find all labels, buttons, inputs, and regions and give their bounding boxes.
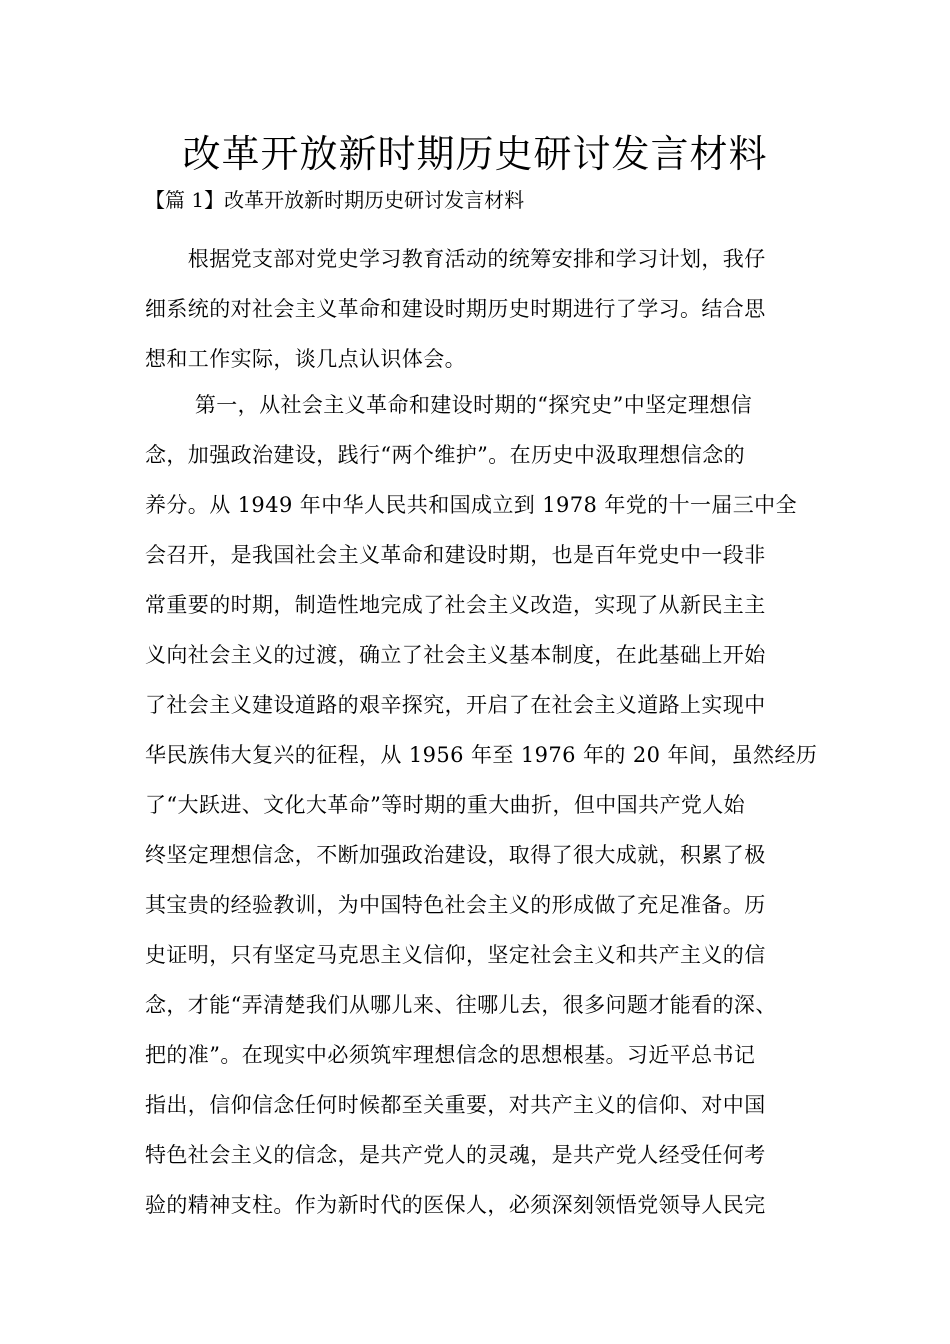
text-line: 根据党支部对党史学习教育活动的统筹安排和学习计划，我仔 <box>145 247 766 271</box>
text-line: 终坚定理想信念，不断加强政治建设，取得了很大成就，积累了极 <box>145 843 766 867</box>
text-line: 特色社会主义的信念，是共产党人的灵魂，是共产党人经受任何考 <box>145 1143 766 1167</box>
text-line: 史证明，只有坚定马克思主义信仰，坚定社会主义和共产主义的信 <box>145 943 766 967</box>
text-line: 验的精神支柱。作为新时代的医保人，必须深刻领悟党领导人民完 <box>145 1193 766 1217</box>
text-line: 把的准”。在现实中必须筑牢理想信念的思想根基。习近平总书记 <box>145 1043 756 1067</box>
text-line: 想和工作实际，谈几点认识体会。 <box>145 347 466 371</box>
text-line: 念，加强政治建设，践行“两个维护”。在历史中汲取理想信念的 <box>145 443 746 467</box>
text-line: 细系统的对社会主义革命和建设时期历史时期进行了学习。结合思 <box>145 297 766 321</box>
text-line: 了社会主义建设道路的艰辛探究，开启了在社会主义道路上实现中 <box>145 693 766 717</box>
text-line: 念，才能“弄清楚我们从哪儿来、往哪儿去，很多问题才能看的深、 <box>145 993 777 1017</box>
text-line: 华民族伟大复兴的征程，从 1956 年至 1976 年的 20 年间，虽然经历 <box>145 743 818 767</box>
text-line: 义向社会主义的过渡，确立了社会主义基本制度，在此基础上开始 <box>145 643 766 667</box>
section-heading: 【篇 1】改革开放新时期历史研讨发言材料 <box>145 188 525 212</box>
text-line: 养分。从 1949 年中华人民共和国成立到 1978 年党的十一届三中全 <box>145 493 797 517</box>
paragraph-first-point <box>145 380 818 1230</box>
text-line: 其宝贵的经验教训，为中国特色社会主义的形成做了充足准备。历 <box>145 893 766 917</box>
text-line: 了“大跃进、文化大革命”等时期的重大曲折，但中国共产党人始 <box>145 793 746 817</box>
text-line: 会召开，是我国社会主义革命和建设时期，也是百年党史中一段非 <box>145 543 766 567</box>
text-line: 第一，从社会主义革命和建设时期的“探究史”中坚定理想信 <box>145 393 753 417</box>
document-title: 改革开放新时期历史研讨发言材料 <box>182 132 768 176</box>
paragraph-intro <box>145 234 805 384</box>
text-line: 指出，信仰信念任何时候都至关重要，对共产主义的信仰、对中国 <box>145 1093 766 1117</box>
text-line: 常重要的时期，制造性地完成了社会主义改造，实现了从新民主主 <box>145 593 766 617</box>
